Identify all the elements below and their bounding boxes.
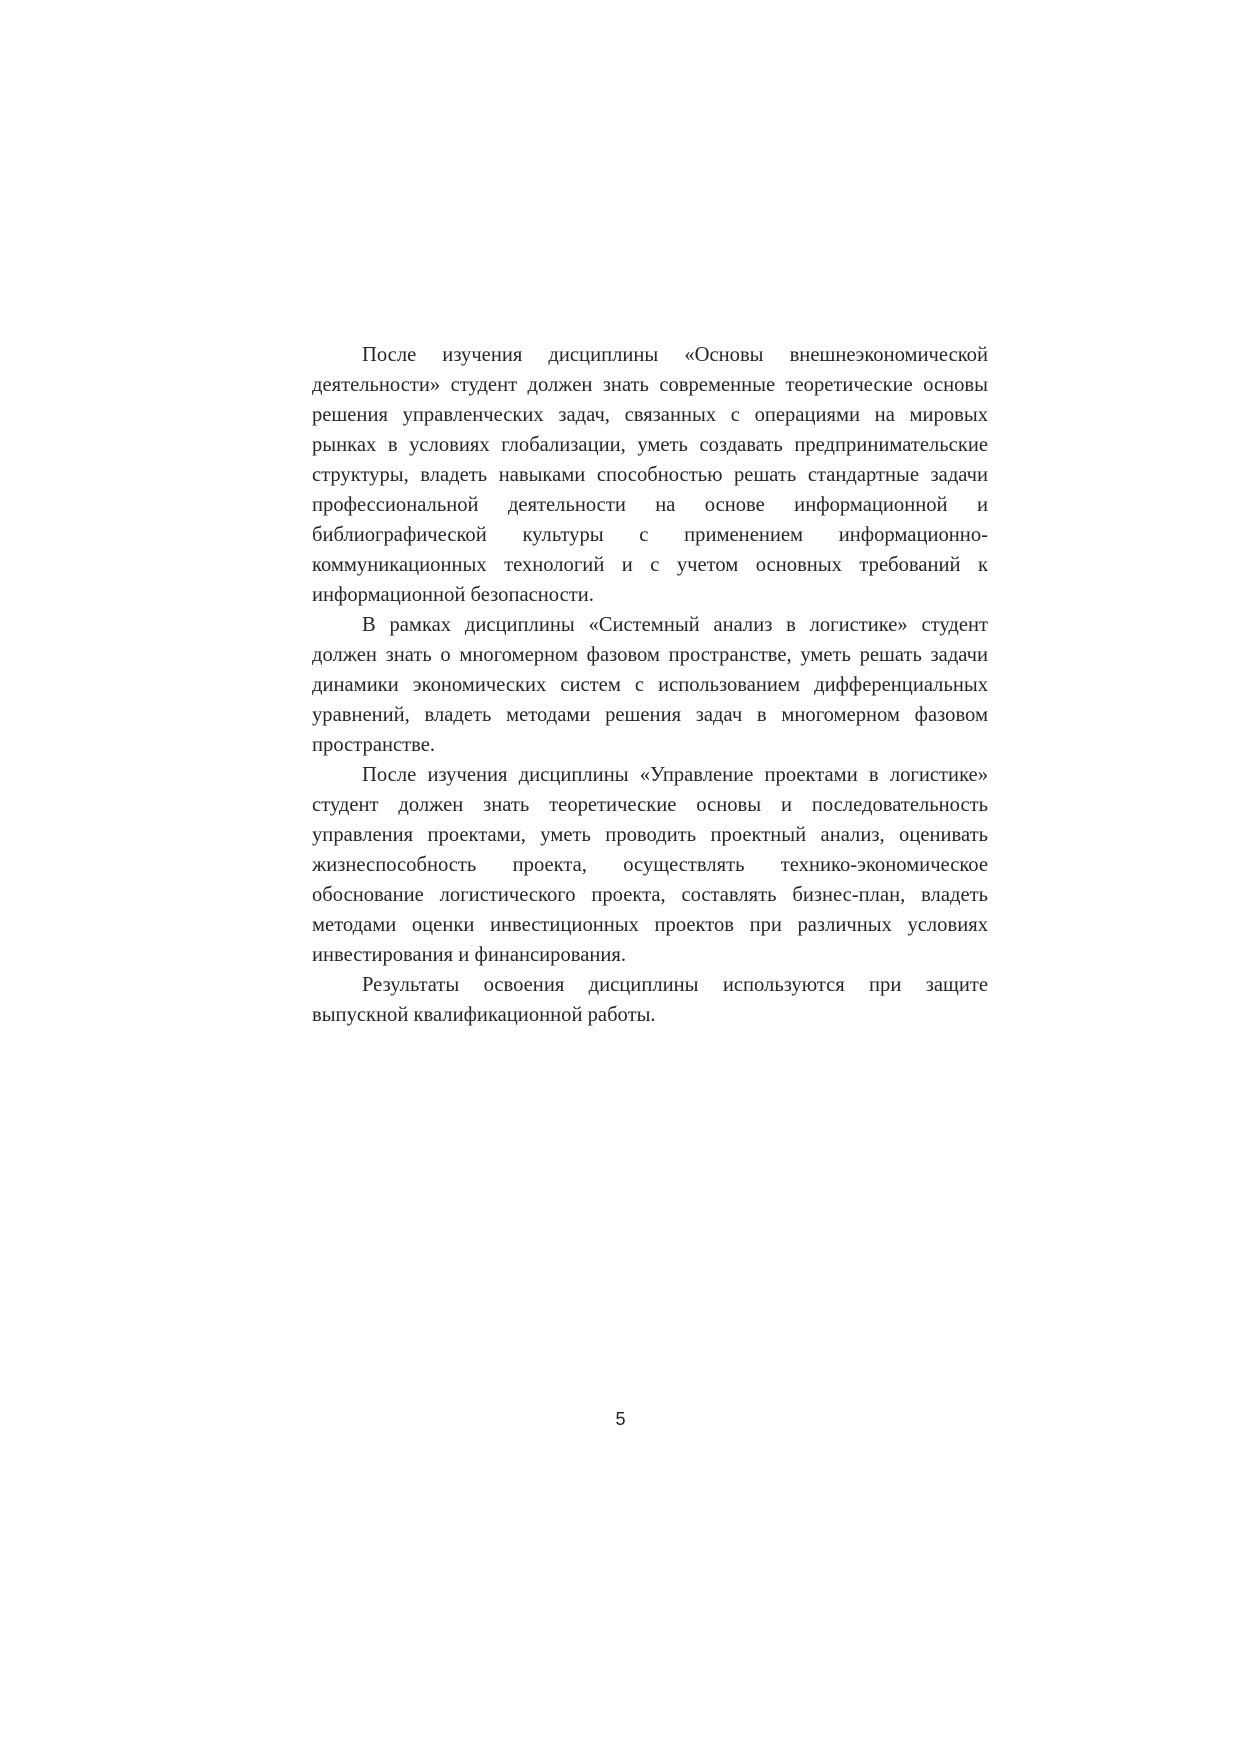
paragraph-results: Результаты освоения дисциплины используются при защите выпускной квалификационной работы. — [312, 974, 988, 1026]
body-text — [312, 340, 988, 1030]
paragraph-system-analysis: В рамках дисциплины «Системный анализ в логистике» студент должен знать о многомерном фазовом пространстве, уметь решать задачи динамики экономических систем с использованием дифференциальных уравнений, владеть методами решения задач в многомерном фазовом пространстве. — [312, 614, 988, 756]
paragraph-project-management: После изучения дисциплины «Управление проектами в логистике» студент должен знать теоретические основы и последовательность управления проектами, уметь проводить проектный анализ, оценивать жизнеспособность проекта, осуществлять технико-экономическое обоснование логистического проекта, составлять бизнес-план, владеть методами оценки инвестиционных проектов при различных условиях инвестирования и финансирования. — [312, 764, 988, 966]
paragraph-foreign-economic-activity: После изучения дисциплины «Основы внешнеэкономической деятельности» студент должен знать современные теоретические основы решения управленческих задач, связанных с операциями на мировых рынках в условиях глобализации, уметь создавать предпринимательские структуры, владеть навыками способностью решать стандартные задачи профессиональной деятельности на основе информационной и библиографической культуры с применением информационно-коммуникационных технологий и с учетом основных требований к информационной безопасности. — [312, 344, 988, 606]
page-number: 5 — [615, 1409, 626, 1429]
